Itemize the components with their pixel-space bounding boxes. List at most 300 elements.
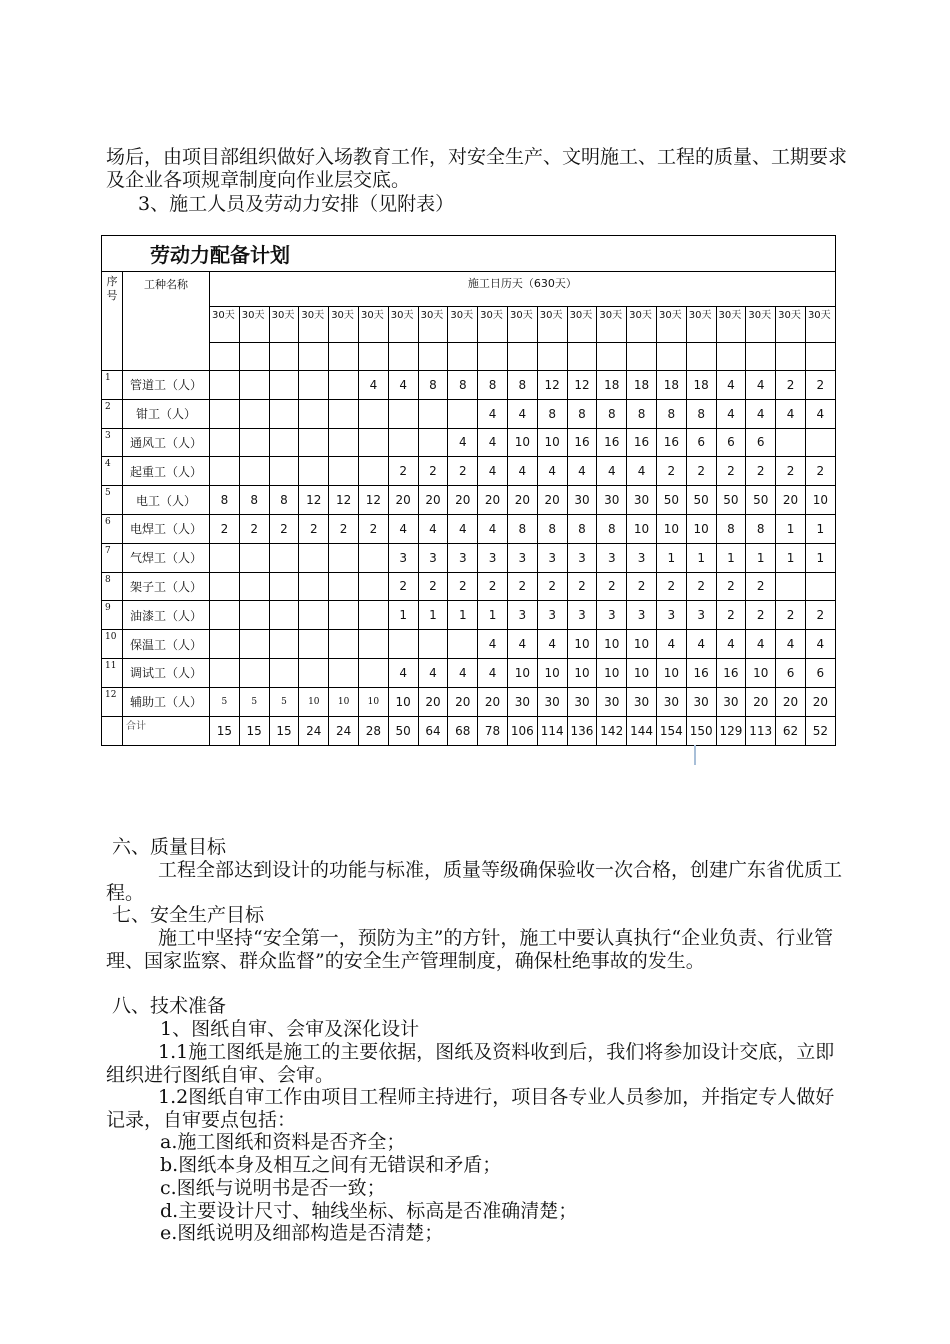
worker-count: 4	[478, 514, 508, 543]
worker-count	[269, 399, 299, 428]
worker-count: 3	[478, 543, 508, 572]
worker-count: 2	[239, 514, 269, 543]
worker-count: 20	[448, 687, 478, 716]
worker-count: 3	[418, 543, 448, 572]
worker-count: 1	[448, 601, 478, 630]
period-header: 30天	[299, 307, 329, 343]
worker-count: 4	[388, 514, 418, 543]
worker-count	[329, 399, 359, 428]
worker-count	[299, 572, 329, 601]
worker-count	[358, 543, 388, 572]
text-cursor-marker	[694, 745, 696, 765]
worker-count: 30	[567, 486, 597, 515]
worker-count	[329, 428, 359, 457]
worker-count	[299, 371, 329, 400]
worker-count: 18	[686, 371, 716, 400]
period-header: 30天	[776, 307, 806, 343]
total-count: 15	[269, 716, 299, 745]
trade-name: 管道工（人）	[123, 371, 210, 400]
worker-count: 4	[358, 371, 388, 400]
blank-header-cell	[448, 343, 478, 371]
table-row	[102, 428, 836, 457]
worker-count: 8	[627, 399, 657, 428]
worker-count: 30	[597, 486, 627, 515]
blank-header-cell	[656, 343, 686, 371]
worker-count	[210, 457, 240, 486]
worker-count: 16	[686, 658, 716, 687]
worker-count: 8	[597, 514, 627, 543]
blank-header-cell	[210, 343, 240, 371]
worker-count: 3	[537, 543, 567, 572]
worker-count: 10	[627, 630, 657, 659]
worker-count	[418, 630, 448, 659]
worker-count: 20	[418, 687, 448, 716]
blank-header-cell	[686, 343, 716, 371]
intro-paragraph: 场后，由项目部组织做好入场教育工作，对安全生产、文明施工、工程的质量、工期要求及企业各项规章制度向作业层交底。	[106, 146, 848, 191]
worker-count: 1	[478, 601, 508, 630]
worker-count: 30	[567, 687, 597, 716]
worker-count: 4	[418, 658, 448, 687]
trade-name: 保温工（人）	[123, 630, 210, 659]
worker-count: 6	[746, 428, 776, 457]
table-row	[102, 457, 836, 486]
worker-count	[329, 658, 359, 687]
worker-count: 4	[478, 399, 508, 428]
blank-header-cell	[597, 343, 627, 371]
worker-count: 2	[716, 601, 746, 630]
table-row	[102, 514, 836, 543]
worker-count: 8	[507, 371, 537, 400]
worker-count	[299, 543, 329, 572]
worker-count: 2	[805, 601, 835, 630]
worker-count: 20	[805, 687, 835, 716]
total-count: 62	[776, 716, 806, 745]
worker-count: 12	[567, 371, 597, 400]
worker-count	[299, 630, 329, 659]
worker-count	[269, 630, 299, 659]
worker-count: 10	[656, 658, 686, 687]
worker-count: 16	[597, 428, 627, 457]
blank-header-cell	[805, 343, 835, 371]
worker-count	[239, 457, 269, 486]
worker-count: 8	[567, 514, 597, 543]
worker-count	[299, 457, 329, 486]
worker-count	[299, 428, 329, 457]
worker-count: 8	[210, 486, 240, 515]
worker-count: 10	[329, 687, 359, 716]
trade-name: 通风工（人）	[123, 428, 210, 457]
labor-arrangement-item: 3、施工人员及劳动力安排（见附表）	[138, 193, 455, 215]
worker-count: 2	[776, 371, 806, 400]
blank-header-cell	[478, 343, 508, 371]
worker-count: 4	[746, 399, 776, 428]
worker-count	[358, 399, 388, 428]
worker-count	[269, 428, 299, 457]
worker-count: 1	[805, 543, 835, 572]
worker-count: 30	[656, 687, 686, 716]
worker-count	[805, 572, 835, 601]
worker-count	[448, 630, 478, 659]
worker-count	[805, 428, 835, 457]
total-row	[102, 716, 836, 745]
worker-count: 3	[656, 601, 686, 630]
worker-count: 2	[716, 457, 746, 486]
worker-count: 3	[507, 543, 537, 572]
calendar-days-header: 施工日历天（630天）	[210, 272, 836, 307]
worker-count: 10	[597, 630, 627, 659]
worker-count	[329, 572, 359, 601]
blank-header-cell	[269, 343, 299, 371]
worker-count	[448, 399, 478, 428]
worker-count	[239, 658, 269, 687]
worker-count: 20	[478, 486, 508, 515]
worker-count	[269, 572, 299, 601]
worker-count: 10	[507, 428, 537, 457]
trade-name: 钳工（人）	[123, 399, 210, 428]
worker-count: 3	[567, 543, 597, 572]
worker-count: 3	[627, 601, 657, 630]
total-count: 24	[299, 716, 329, 745]
period-header: 30天	[269, 307, 299, 343]
worker-count: 4	[448, 658, 478, 687]
total-count: 129	[716, 716, 746, 745]
row-seq: 11	[102, 658, 123, 687]
worker-count	[299, 658, 329, 687]
worker-count	[418, 399, 448, 428]
period-header: 30天	[537, 307, 567, 343]
worker-count	[210, 543, 240, 572]
worker-count	[329, 457, 359, 486]
total-count: 15	[210, 716, 240, 745]
blank-header-cell	[299, 343, 329, 371]
labor-plan-table	[101, 235, 836, 746]
worker-count: 16	[716, 658, 746, 687]
seq-header: 序号	[102, 272, 123, 371]
review-point-b: b.图纸本身及相互之间有无错误和矛盾；	[160, 1154, 502, 1176]
worker-count: 2	[448, 572, 478, 601]
table-row	[102, 630, 836, 659]
worker-count: 4	[686, 630, 716, 659]
worker-count: 2	[388, 457, 418, 486]
worker-count: 8	[418, 371, 448, 400]
period-header: 30天	[358, 307, 388, 343]
worker-count: 18	[627, 371, 657, 400]
worker-count: 8	[716, 514, 746, 543]
worker-count: 12	[537, 371, 567, 400]
worker-count	[239, 543, 269, 572]
period-header: 30天	[478, 307, 508, 343]
worker-count: 4	[537, 457, 567, 486]
worker-count: 1	[418, 601, 448, 630]
worker-count	[388, 630, 418, 659]
worker-count: 3	[567, 601, 597, 630]
worker-count: 10	[299, 687, 329, 716]
tech-item-1-1: 1.1施工图纸是施工的主要依据，图纸及资料收到后，我们将参加设计交底，立即组织进行图纸自审、会审。	[106, 1041, 835, 1086]
worker-count: 8	[537, 399, 567, 428]
trade-name-header: 工种名称	[123, 272, 210, 371]
worker-count: 4	[537, 630, 567, 659]
row-seq: 8	[102, 572, 123, 601]
worker-count: 2	[329, 514, 359, 543]
worker-count: 8	[448, 371, 478, 400]
blank-header-cell	[507, 343, 537, 371]
worker-count: 2	[656, 457, 686, 486]
worker-count	[358, 457, 388, 486]
worker-count: 4	[716, 371, 746, 400]
trade-name: 电工（人）	[123, 486, 210, 515]
total-count: 150	[686, 716, 716, 745]
worker-count: 2	[567, 572, 597, 601]
row-seq: 3	[102, 428, 123, 457]
worker-count: 30	[507, 687, 537, 716]
row-seq: 10	[102, 630, 123, 659]
worker-count: 4	[507, 457, 537, 486]
worker-count: 2	[776, 457, 806, 486]
worker-count: 4	[507, 630, 537, 659]
worker-count: 3	[388, 543, 418, 572]
worker-count	[299, 601, 329, 630]
worker-count	[776, 572, 806, 601]
worker-count: 16	[567, 428, 597, 457]
worker-count	[239, 630, 269, 659]
worker-count: 5	[269, 687, 299, 716]
worker-count: 2	[507, 572, 537, 601]
trade-name: 油漆工（人）	[123, 601, 210, 630]
worker-count: 10	[358, 687, 388, 716]
worker-count: 4	[597, 457, 627, 486]
row-seq: 6	[102, 514, 123, 543]
worker-count: 20	[388, 486, 418, 515]
worker-count: 50	[686, 486, 716, 515]
worker-count	[239, 399, 269, 428]
row-seq: 7	[102, 543, 123, 572]
worker-count: 2	[210, 514, 240, 543]
worker-count	[329, 543, 359, 572]
total-count: 15	[239, 716, 269, 745]
worker-count	[269, 371, 299, 400]
worker-count: 1	[388, 601, 418, 630]
worker-count: 1	[805, 514, 835, 543]
blank-header-cell	[239, 343, 269, 371]
worker-count: 20	[448, 486, 478, 515]
worker-count: 10	[805, 486, 835, 515]
worker-count: 4	[716, 630, 746, 659]
worker-count: 2	[388, 572, 418, 601]
worker-count: 20	[507, 486, 537, 515]
review-point-c: c.图纸与说明书是否一致；	[160, 1177, 386, 1199]
period-header: 30天	[686, 307, 716, 343]
worker-count: 2	[805, 457, 835, 486]
worker-count	[358, 428, 388, 457]
worker-count	[329, 371, 359, 400]
trade-name: 架子工（人）	[123, 572, 210, 601]
trade-name: 电焊工（人）	[123, 514, 210, 543]
worker-count: 2	[418, 572, 448, 601]
period-header: 30天	[805, 307, 835, 343]
total-count: 144	[627, 716, 657, 745]
worker-count	[239, 371, 269, 400]
worker-count: 8	[686, 399, 716, 428]
worker-count: 2	[299, 514, 329, 543]
period-header: 30天	[507, 307, 537, 343]
worker-count: 20	[776, 687, 806, 716]
worker-count: 12	[358, 486, 388, 515]
worker-count	[269, 543, 299, 572]
blank-header-cell	[329, 343, 359, 371]
worker-count	[210, 630, 240, 659]
worker-count: 2	[656, 572, 686, 601]
worker-count: 12	[299, 486, 329, 515]
table-title: 劳动力配备计划	[102, 236, 836, 272]
blank-header-cell	[716, 343, 746, 371]
review-point-a: a.施工图纸和资料是否齐全；	[160, 1131, 406, 1153]
tech-item-1: 1、图纸自审、会审及深化设计	[160, 1018, 420, 1040]
worker-count	[239, 572, 269, 601]
total-count: 106	[507, 716, 537, 745]
trade-name: 起重工（人）	[123, 457, 210, 486]
worker-count: 5	[210, 687, 240, 716]
row-seq: 9	[102, 601, 123, 630]
blank-header-cell	[358, 343, 388, 371]
worker-count: 16	[656, 428, 686, 457]
worker-count: 10	[507, 658, 537, 687]
tech-prep-heading: 八、技术准备	[112, 995, 227, 1017]
worker-count: 30	[537, 687, 567, 716]
period-header: 30天	[656, 307, 686, 343]
table-row	[102, 658, 836, 687]
worker-count: 16	[627, 428, 657, 457]
worker-count: 10	[746, 658, 776, 687]
worker-count: 20	[746, 687, 776, 716]
worker-count: 10	[537, 428, 567, 457]
row-seq: 2	[102, 399, 123, 428]
worker-count: 50	[656, 486, 686, 515]
worker-count: 4	[805, 630, 835, 659]
worker-count: 4	[388, 371, 418, 400]
worker-count: 4	[627, 457, 657, 486]
review-point-d: d.主要设计尺寸、轴线坐标、标高是否准确清楚；	[160, 1200, 578, 1222]
worker-count	[269, 601, 299, 630]
worker-count: 3	[448, 543, 478, 572]
quality-goal-heading: 六、质量目标	[112, 836, 227, 858]
worker-count	[269, 658, 299, 687]
worker-count: 1	[746, 543, 776, 572]
worker-count: 10	[537, 658, 567, 687]
worker-count: 2	[746, 572, 776, 601]
worker-count: 2	[686, 457, 716, 486]
total-count: 50	[388, 716, 418, 745]
safety-goal-heading: 七、安全生产目标	[112, 904, 265, 926]
worker-count: 4	[388, 658, 418, 687]
worker-count: 3	[537, 601, 567, 630]
worker-count: 18	[597, 371, 627, 400]
worker-count: 10	[627, 514, 657, 543]
worker-count: 12	[329, 486, 359, 515]
table-row	[102, 486, 836, 515]
worker-count: 2	[418, 457, 448, 486]
table-row	[102, 572, 836, 601]
worker-count: 30	[597, 687, 627, 716]
worker-count	[329, 630, 359, 659]
worker-count: 8	[478, 371, 508, 400]
trade-name: 气焊工（人）	[123, 543, 210, 572]
worker-count: 50	[746, 486, 776, 515]
total-count: 154	[656, 716, 686, 745]
total-count: 24	[329, 716, 359, 745]
worker-count: 4	[567, 457, 597, 486]
blank-header-cell	[388, 343, 418, 371]
period-header: 30天	[418, 307, 448, 343]
worker-count	[418, 428, 448, 457]
worker-count	[210, 658, 240, 687]
worker-count: 8	[507, 514, 537, 543]
worker-count: 10	[686, 514, 716, 543]
period-header: 30天	[329, 307, 359, 343]
worker-count	[239, 428, 269, 457]
table-row	[102, 601, 836, 630]
worker-count	[388, 428, 418, 457]
worker-count: 30	[716, 687, 746, 716]
total-count: 28	[358, 716, 388, 745]
worker-count: 10	[597, 658, 627, 687]
worker-count: 2	[358, 514, 388, 543]
worker-count: 1	[656, 543, 686, 572]
period-header: 30天	[597, 307, 627, 343]
table-row	[102, 543, 836, 572]
period-header: 30天	[210, 307, 240, 343]
worker-count	[358, 658, 388, 687]
row-seq: 12	[102, 687, 123, 716]
worker-count	[269, 457, 299, 486]
worker-count: 6	[776, 658, 806, 687]
blank-header-cell	[746, 343, 776, 371]
table-row	[102, 371, 836, 400]
worker-count: 8	[239, 486, 269, 515]
worker-count	[299, 399, 329, 428]
worker-count: 2	[448, 457, 478, 486]
worker-count	[210, 371, 240, 400]
worker-count	[210, 428, 240, 457]
worker-count	[776, 428, 806, 457]
worker-count	[329, 601, 359, 630]
total-count: 52	[805, 716, 835, 745]
period-header: 30天	[388, 307, 418, 343]
row-seq: 5	[102, 486, 123, 515]
row-seq: 1	[102, 371, 123, 400]
worker-count: 8	[746, 514, 776, 543]
worker-count: 2	[537, 572, 567, 601]
worker-count: 2	[746, 457, 776, 486]
trade-name: 辅助工（人）	[123, 687, 210, 716]
worker-count: 18	[656, 371, 686, 400]
worker-count: 50	[716, 486, 746, 515]
row-seq: 4	[102, 457, 123, 486]
worker-count: 4	[478, 658, 508, 687]
worker-count: 4	[746, 371, 776, 400]
worker-count: 4	[656, 630, 686, 659]
worker-count: 8	[537, 514, 567, 543]
worker-count: 2	[478, 572, 508, 601]
worker-count: 4	[716, 399, 746, 428]
blank-header-cell	[418, 343, 448, 371]
period-header: 30天	[448, 307, 478, 343]
worker-count: 3	[597, 601, 627, 630]
worker-count	[210, 572, 240, 601]
period-header: 30天	[746, 307, 776, 343]
review-point-e: e.图纸说明及细部构造是否清楚；	[160, 1222, 444, 1244]
worker-count: 20	[478, 687, 508, 716]
worker-count: 30	[627, 687, 657, 716]
